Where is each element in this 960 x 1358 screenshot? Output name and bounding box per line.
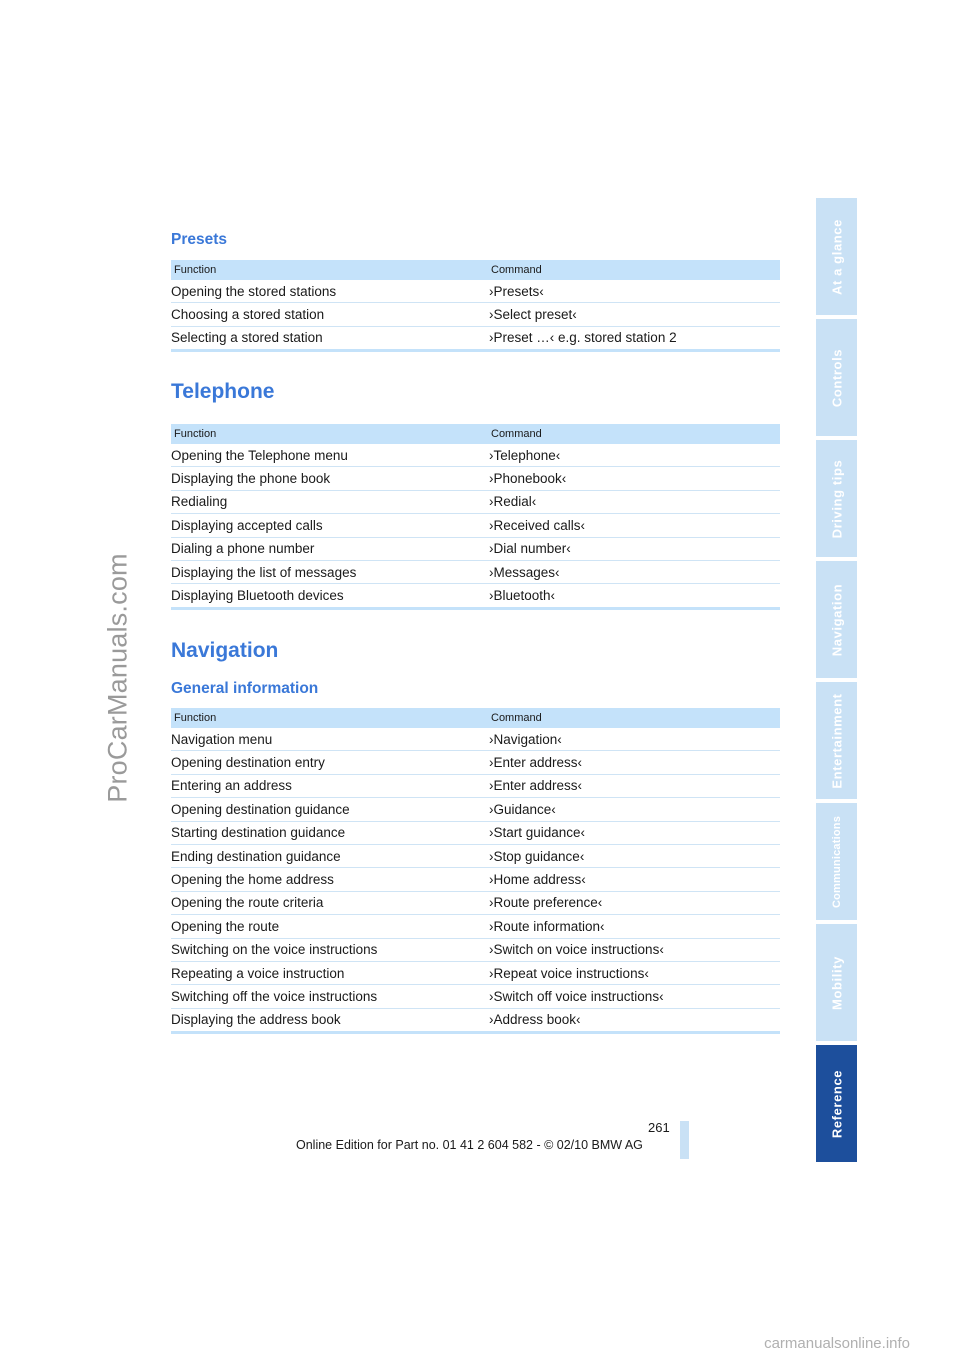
command-cell: ›Redial‹: [487, 490, 780, 513]
function-cell: Choosing a stored station: [171, 303, 487, 326]
command-cell: ›Navigation‹: [487, 728, 780, 751]
telephone-heading: Telephone: [171, 380, 275, 403]
command-cell: ›Received calls‹: [487, 514, 780, 537]
side-tab-reference[interactable]: [816, 1045, 857, 1162]
table-row: [171, 774, 780, 797]
footer-edition-note: Online Edition for Part no. 01 41 2 604 582 - © 02/10 BMW AG: [296, 1138, 643, 1152]
table-row: [171, 326, 780, 350]
function-cell: Switching on the voice instructions: [171, 938, 487, 961]
function-cell: Displaying Bluetooth devices: [171, 584, 487, 608]
side-tab-communications[interactable]: [816, 803, 857, 920]
command-cell: ›Address book‹: [487, 1008, 780, 1032]
table-row: [171, 961, 780, 984]
command-cell: ›Guidance‹: [487, 798, 780, 821]
side-tab-label: At a glance: [829, 218, 844, 295]
function-cell: Switching off the voice instructions: [171, 985, 487, 1008]
function-cell: Redialing: [171, 490, 487, 513]
column-header-command: Command: [487, 260, 780, 280]
command-cell: ›Telephone‹: [487, 444, 780, 467]
command-cell: ›Bluetooth‹: [487, 584, 780, 608]
command-cell: ›Preset …‹ e.g. stored station 2: [487, 326, 780, 350]
command-cell: ›Route preference‹: [487, 891, 780, 914]
function-cell: Entering an address: [171, 774, 487, 797]
table-row: [171, 467, 780, 490]
side-tab-driving-tips[interactable]: [816, 440, 857, 557]
watermark-procarmanuals: ProCarManuals.com: [102, 553, 133, 803]
telephone-table: [171, 424, 780, 610]
function-cell: Opening destination entry: [171, 751, 487, 774]
table-row: [171, 821, 780, 844]
column-header-command: Command: [487, 424, 780, 444]
column-header-command: Command: [487, 708, 780, 728]
function-cell: Opening the Telephone menu: [171, 444, 487, 467]
navigation-table: [171, 708, 780, 1034]
function-cell: Starting destination guidance: [171, 821, 487, 844]
function-cell: Repeating a voice instruction: [171, 961, 487, 984]
side-tab-label: Navigation: [829, 583, 844, 656]
function-cell: Displaying the phone book: [171, 467, 487, 490]
table-row: [171, 303, 780, 326]
side-tab-navigation: [816, 198, 857, 1166]
command-cell: ›Presets‹: [487, 280, 780, 303]
function-cell: Displaying the address book: [171, 1008, 487, 1032]
table-row: [171, 560, 780, 583]
table-row: [171, 514, 780, 537]
command-cell: ›Dial number‹: [487, 537, 780, 560]
function-cell: Opening destination guidance: [171, 798, 487, 821]
side-tab-label: Reference: [829, 1069, 844, 1138]
column-header-function: Function: [171, 260, 487, 280]
function-cell: Selecting a stored station: [171, 326, 487, 350]
side-tab-label: Driving tips: [829, 459, 844, 538]
command-cell: ›Route information‹: [487, 915, 780, 938]
table-row: [171, 728, 780, 751]
page-number: 261: [648, 1120, 670, 1135]
command-cell: ›Repeat voice instructions‹: [487, 961, 780, 984]
function-cell: Opening the home address: [171, 868, 487, 891]
function-cell: Opening the route: [171, 915, 487, 938]
side-tab-entertainment[interactable]: [816, 682, 857, 799]
side-tab-label: Communications: [830, 815, 843, 908]
table-row: [171, 751, 780, 774]
function-cell: Navigation menu: [171, 728, 487, 751]
table-row: [171, 985, 780, 1008]
function-cell: Ending destination guidance: [171, 844, 487, 867]
presets-table: [171, 260, 780, 352]
command-cell: ›Select preset‹: [487, 303, 780, 326]
column-header-function: Function: [171, 424, 487, 444]
navigation-heading: Navigation: [171, 639, 279, 662]
command-cell: ›Switch off voice instructions‹: [487, 985, 780, 1008]
table-row: [171, 938, 780, 961]
command-cell: ›Switch on voice instructions‹: [487, 938, 780, 961]
table-row: [171, 280, 780, 303]
side-tab-mobility[interactable]: [816, 924, 857, 1041]
table-row: [171, 798, 780, 821]
table-row: [171, 490, 780, 513]
table-row: [171, 1008, 780, 1032]
side-tab-at-a-glance[interactable]: [816, 198, 857, 315]
table-row: [171, 915, 780, 938]
function-cell: Dialing a phone number: [171, 537, 487, 560]
presets-heading: Presets: [171, 231, 228, 248]
footer-accent-bar: [680, 1121, 689, 1159]
function-cell: Opening the route criteria: [171, 891, 487, 914]
side-tab-label: Entertainment: [829, 692, 844, 789]
column-header-function: Function: [171, 708, 487, 728]
general-information-heading: General information: [171, 680, 319, 697]
function-cell: Opening the stored stations: [171, 280, 487, 303]
command-cell: ›Messages‹: [487, 560, 780, 583]
side-tab-label: Controls: [829, 348, 844, 407]
table-row: [171, 584, 780, 608]
side-tab-controls[interactable]: [816, 319, 857, 436]
command-cell: ›Enter address‹: [487, 751, 780, 774]
command-cell: ›Start guidance‹: [487, 821, 780, 844]
side-tab-label: Mobility: [829, 955, 844, 1010]
table-row: [171, 444, 780, 467]
function-cell: Displaying accepted calls: [171, 514, 487, 537]
command-cell: ›Home address‹: [487, 868, 780, 891]
table-row: [171, 537, 780, 560]
command-cell: ›Enter address‹: [487, 774, 780, 797]
command-cell: ›Phonebook‹: [487, 467, 780, 490]
table-row: [171, 868, 780, 891]
table-row: [171, 891, 780, 914]
side-tab-navigation-section[interactable]: [816, 561, 857, 678]
watermark-carmanualsonline: carmanualsonline.info: [764, 1335, 910, 1352]
table-row: [171, 844, 780, 867]
function-cell: Displaying the list of messages: [171, 560, 487, 583]
command-cell: ›Stop guidance‹: [487, 844, 780, 867]
